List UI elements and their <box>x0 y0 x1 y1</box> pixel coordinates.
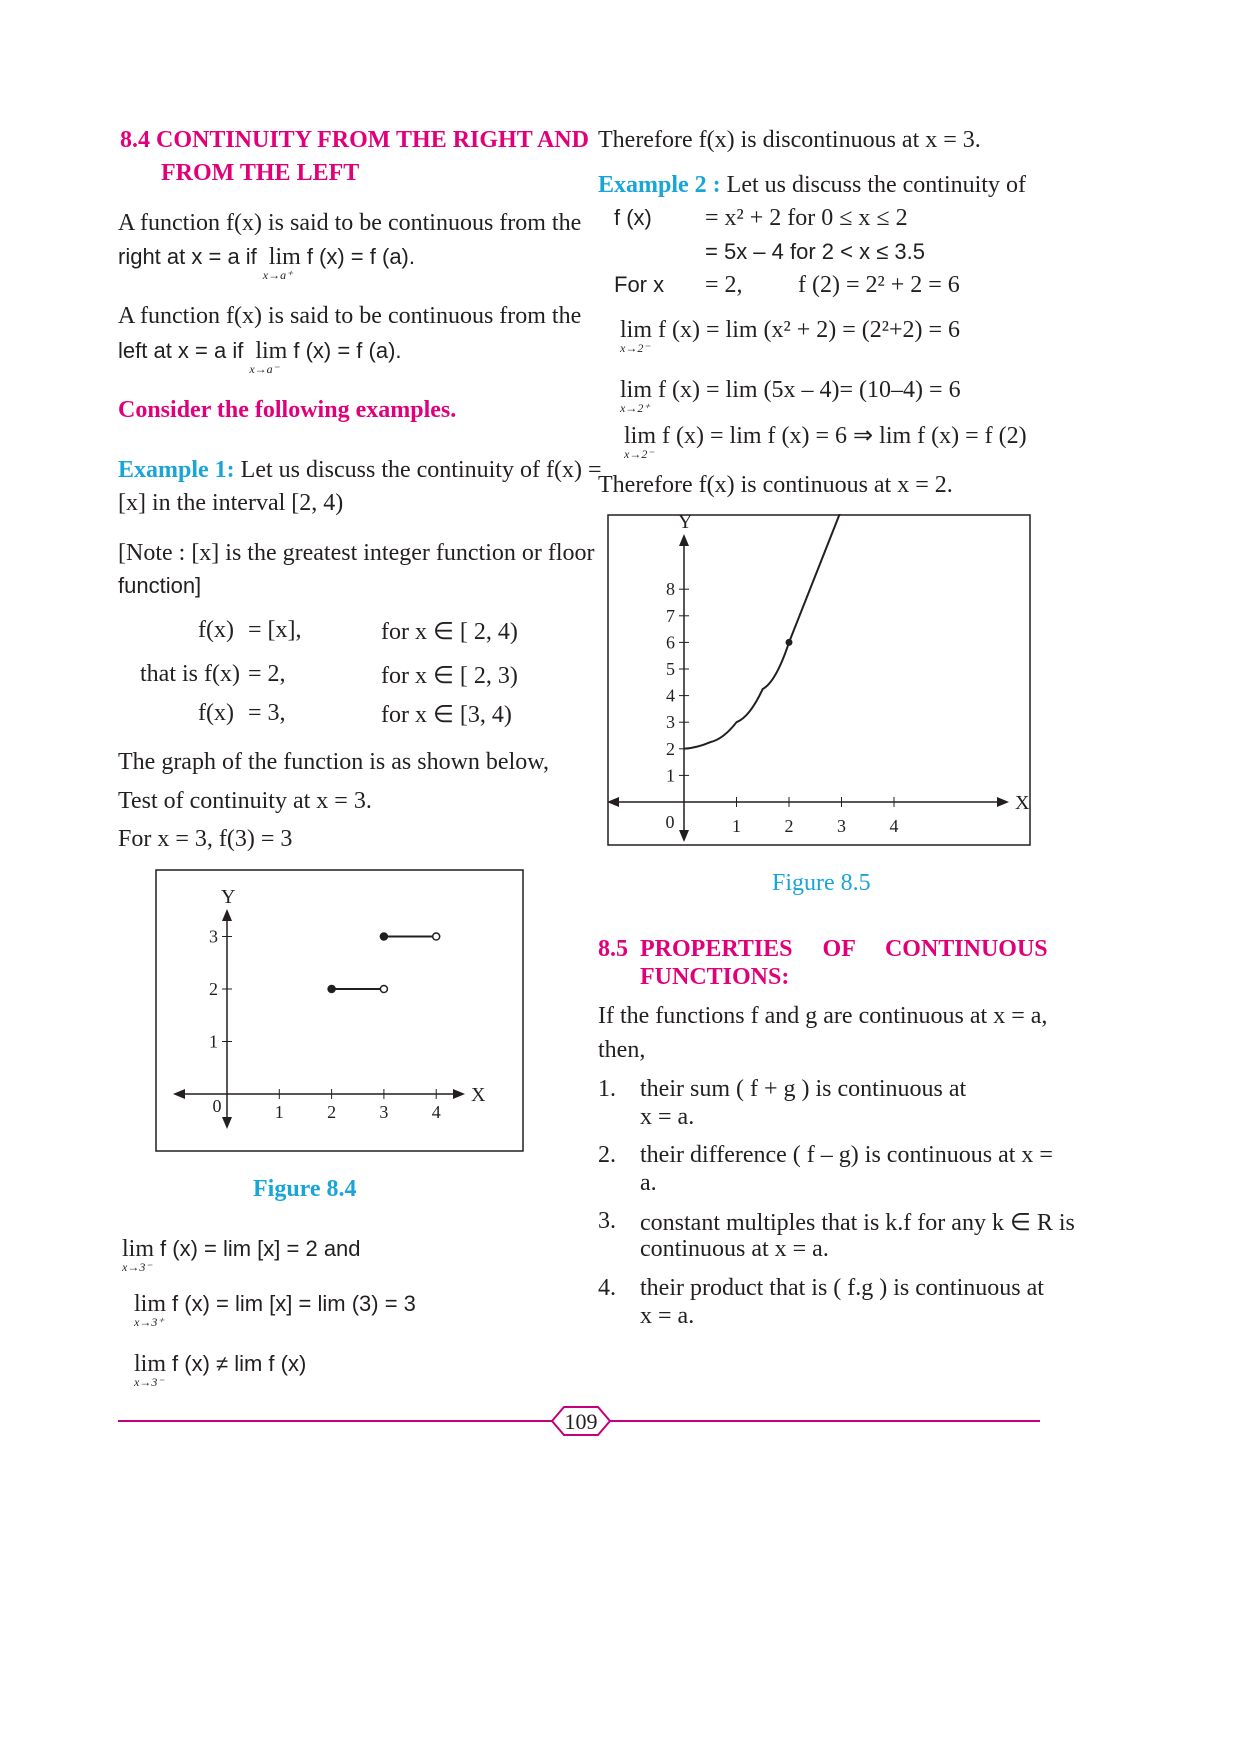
def-row-2-cond: for x ∈ [ 2, 3) <box>381 663 518 689</box>
lim-both-text: f (x) = lim f (x) = 6 ⇒ lim f (x) = f (2) <box>662 423 1027 449</box>
y-tick-label: 3 <box>209 926 218 947</box>
right-def-result: f (x) = f (a). <box>306 244 415 269</box>
for-x-value: = 2, <box>705 272 743 298</box>
figure-8-4-chart <box>155 869 524 1152</box>
x-tick-label: 4 <box>889 816 899 836</box>
page-number-badge <box>550 1405 612 1437</box>
x-axis-label: X <box>1015 792 1030 814</box>
prop-2-num: 2. <box>598 1142 616 1168</box>
lim-2-plus-text: f (x) = lim (5x – 4)= (10–4) = 6 <box>658 377 961 403</box>
right-continuity-def-line1: A function f(x) is said to be continuous from the <box>118 210 582 236</box>
chart-frame <box>156 870 523 1151</box>
x-axis-arrow-right <box>453 1089 465 1099</box>
prop-1-line1: their sum ( f + g ) is continuous at <box>640 1076 967 1102</box>
prop-2-line2: a. <box>640 1170 657 1196</box>
example-2-label: Example 2 : <box>598 172 721 198</box>
lim-left: lim x→a⁻ <box>249 338 288 376</box>
left-def-text: left at x = a if <box>118 338 244 363</box>
lim-3-minus: lim x→3⁻ <box>122 1236 155 1274</box>
series-line <box>684 642 789 748</box>
lim-sub: x→2⁻ <box>624 447 654 461</box>
def-row-3-lhs: f(x) <box>198 700 234 726</box>
lim-2-minus: lim x→2⁻ <box>620 317 653 355</box>
section-8-5-title-line2: FUNCTIONS: <box>640 964 790 990</box>
prop-1-line2: x = a. <box>640 1104 695 1130</box>
y-axis-label: Y <box>221 886 236 908</box>
f2-value: f (2) = 2² + 2 = 6 <box>798 272 960 298</box>
closed-endpoint <box>328 986 335 993</box>
def-row-1-rhs: = [x], <box>248 617 302 643</box>
note-line1: [Note : [x] is the greatest integer function or floor <box>118 540 595 566</box>
example-1-label: Example 1: <box>118 457 235 483</box>
def-row-1-lhs: f(x) <box>198 617 234 643</box>
y-axis-label: Y <box>678 514 693 533</box>
x-tick-label: 3 <box>837 816 846 836</box>
closed-endpoint <box>380 933 387 940</box>
footer-rule-right <box>608 1420 1040 1422</box>
lim-sub: x→2⁻ <box>620 341 650 355</box>
x-tick-label: 1 <box>732 816 741 836</box>
series-line <box>789 514 868 642</box>
y-axis-arrow-up <box>222 909 232 921</box>
figure-8-5-chart <box>607 514 1031 846</box>
y-tick-label: 2 <box>209 979 218 999</box>
x-tick-label: 0 <box>212 1096 222 1116</box>
piece-1: = x² + 2 for 0 ≤ x ≤ 2 <box>705 205 908 231</box>
def-row-3-rhs: = 3, <box>248 700 286 726</box>
consider-heading: Consider the following examples. <box>118 397 457 423</box>
x-tick-label: 2 <box>784 816 794 836</box>
x-tick-label: 1 <box>274 1102 284 1122</box>
limit-line-2 <box>134 1291 416 1329</box>
lim-sub: x→3⁻ <box>134 1375 164 1389</box>
lim-2-minus-b: lim x→2⁻ <box>624 423 657 461</box>
props-intro-line1: If the functions f and g are continuous at x = a, <box>598 1003 1048 1029</box>
lim-3-minus-b: lim x→3⁻ <box>134 1351 167 1389</box>
y-tick-label: 1 <box>209 1031 218 1052</box>
lim-2-minus-line <box>620 317 961 355</box>
x-axis-label: X <box>471 1084 486 1106</box>
y-tick-label: 5 <box>666 659 675 679</box>
y-tick-label: 4 <box>666 685 675 706</box>
data-point <box>786 639 793 646</box>
prop-3-line1: constant multiples that is k.f for any k ∈ R is <box>640 1210 1075 1236</box>
lim-sub: x→a⁻ <box>249 362 280 376</box>
open-endpoint <box>380 986 387 993</box>
y-tick-label: 2 <box>666 738 675 759</box>
lim-sub: x→3⁻ <box>122 1260 152 1274</box>
fx-label: f (x) <box>614 205 652 230</box>
lim-sub: x→3⁺ <box>134 1315 164 1329</box>
x-axis-arrow-left <box>173 1089 185 1099</box>
def-row-3-cond: for x ∈ [3, 4) <box>381 702 512 728</box>
limit-line-3 <box>134 1351 307 1389</box>
prop-1-num: 1. <box>598 1076 616 1102</box>
prop-4-num: 4. <box>598 1275 616 1301</box>
note-line2: function] <box>118 573 202 598</box>
def-row-2-lhs: that is f(x) <box>140 661 240 687</box>
y-tick-label: 1 <box>666 765 675 786</box>
prop-4-line2: x = a. <box>640 1303 695 1329</box>
open-endpoint <box>433 933 440 940</box>
figure-8-5-caption: Figure 8.5 <box>772 870 871 896</box>
section-8-4-title-line1: 8.4 CONTINUITY FROM THE RIGHT AND <box>120 127 589 153</box>
lim-2-plus-line <box>620 377 961 415</box>
x-axis-arrow-right <box>997 797 1009 807</box>
y-tick-label: 6 <box>666 632 675 653</box>
lim-2-plus: lim x→2⁺ <box>620 377 653 415</box>
lim-sub: x→a⁺ <box>262 268 293 282</box>
limit-line-1-text: f (x) = lim [x] = 2 and <box>160 1236 361 1261</box>
prop-2-line1: their difference ( f – g) is continuous at x = <box>640 1142 1053 1168</box>
therefore-discontinuous: Therefore f(x) is discontinuous at x = 3. <box>598 127 981 153</box>
for-x-3: For x = 3, f(3) = 3 <box>118 826 293 852</box>
y-tick-label: 3 <box>666 712 675 733</box>
lim-3-plus: lim x→3⁺ <box>134 1291 167 1329</box>
y-axis-arrow-up <box>679 534 689 546</box>
section-8-5-title-line1: 8.5 PROPERTIES OF CONTINUOUS <box>598 936 1048 962</box>
left-continuity-def-line1: A function f(x) is said to be continuous from the <box>118 303 582 329</box>
limit-line-1 <box>122 1236 361 1274</box>
right-continuity-def-line2 <box>118 244 415 282</box>
lim-both-line <box>624 421 1027 461</box>
limit-line-2-text: f (x) = lim [x] = lim (3) = 3 <box>172 1291 416 1316</box>
for-x-label: For x <box>614 272 665 297</box>
example-2-line <box>598 172 1026 199</box>
def-row-1-cond: for x ∈ [ 2, 4) <box>381 619 518 645</box>
therefore-continuous: Therefore f(x) is continuous at x = 2. <box>598 472 953 498</box>
test-continuity: Test of continuity at x = 3. <box>118 788 372 814</box>
limit-line-3-text: f (x) ≠ lim f (x) <box>172 1351 307 1376</box>
def-row-2-rhs: = 2, <box>248 661 286 687</box>
x-tick-label: 3 <box>379 1102 389 1122</box>
left-continuity-def-line2 <box>118 338 402 376</box>
lim-2-minus-text: f (x) = lim (x² + 2) = (2²+2) = 6 <box>658 317 961 343</box>
example-1-text: Let us discuss the continuity of f(x) = <box>240 457 602 483</box>
piece-2: = 5x – 4 for 2 < x ≤ 3.5 <box>705 239 925 264</box>
left-def-result: f (x) = f (a). <box>293 338 402 363</box>
x-tick-label: 4 <box>431 1102 441 1122</box>
props-intro-line2: then, <box>598 1037 646 1063</box>
y-axis-arrow-down <box>679 830 689 842</box>
page-number: 109 <box>564 1409 598 1434</box>
footer-rule-left <box>118 1420 552 1422</box>
x-axis-arrow-left <box>607 797 619 807</box>
example-1-line1 <box>118 457 601 484</box>
prop-3-line2: continuous at x = a. <box>640 1236 829 1262</box>
right-def-text: right at x = a if <box>118 244 257 269</box>
y-tick-label: 8 <box>666 579 675 600</box>
graph-intro: The graph of the function is as shown below, <box>118 749 550 775</box>
prop-3-num: 3. <box>598 1208 616 1234</box>
y-axis-arrow-down <box>222 1117 232 1129</box>
prop-4-line1: their product that is ( f.g ) is continuous at <box>640 1275 1044 1301</box>
section-8-4-title-line2: FROM THE LEFT <box>161 160 360 186</box>
x-tick-label: 2 <box>327 1102 337 1122</box>
y-tick-label: 7 <box>666 605 675 626</box>
x-tick-label: 0 <box>665 812 675 832</box>
example-2-text: Let us discuss the continuity of <box>726 172 1026 198</box>
lim-right: lim x→a⁺ <box>262 244 301 282</box>
example-1-line2: [x] in the interval [2, 4) <box>118 490 344 516</box>
lim-sub: x→2⁺ <box>620 401 650 415</box>
figure-8-4-caption: Figure 8.4 <box>253 1176 357 1202</box>
